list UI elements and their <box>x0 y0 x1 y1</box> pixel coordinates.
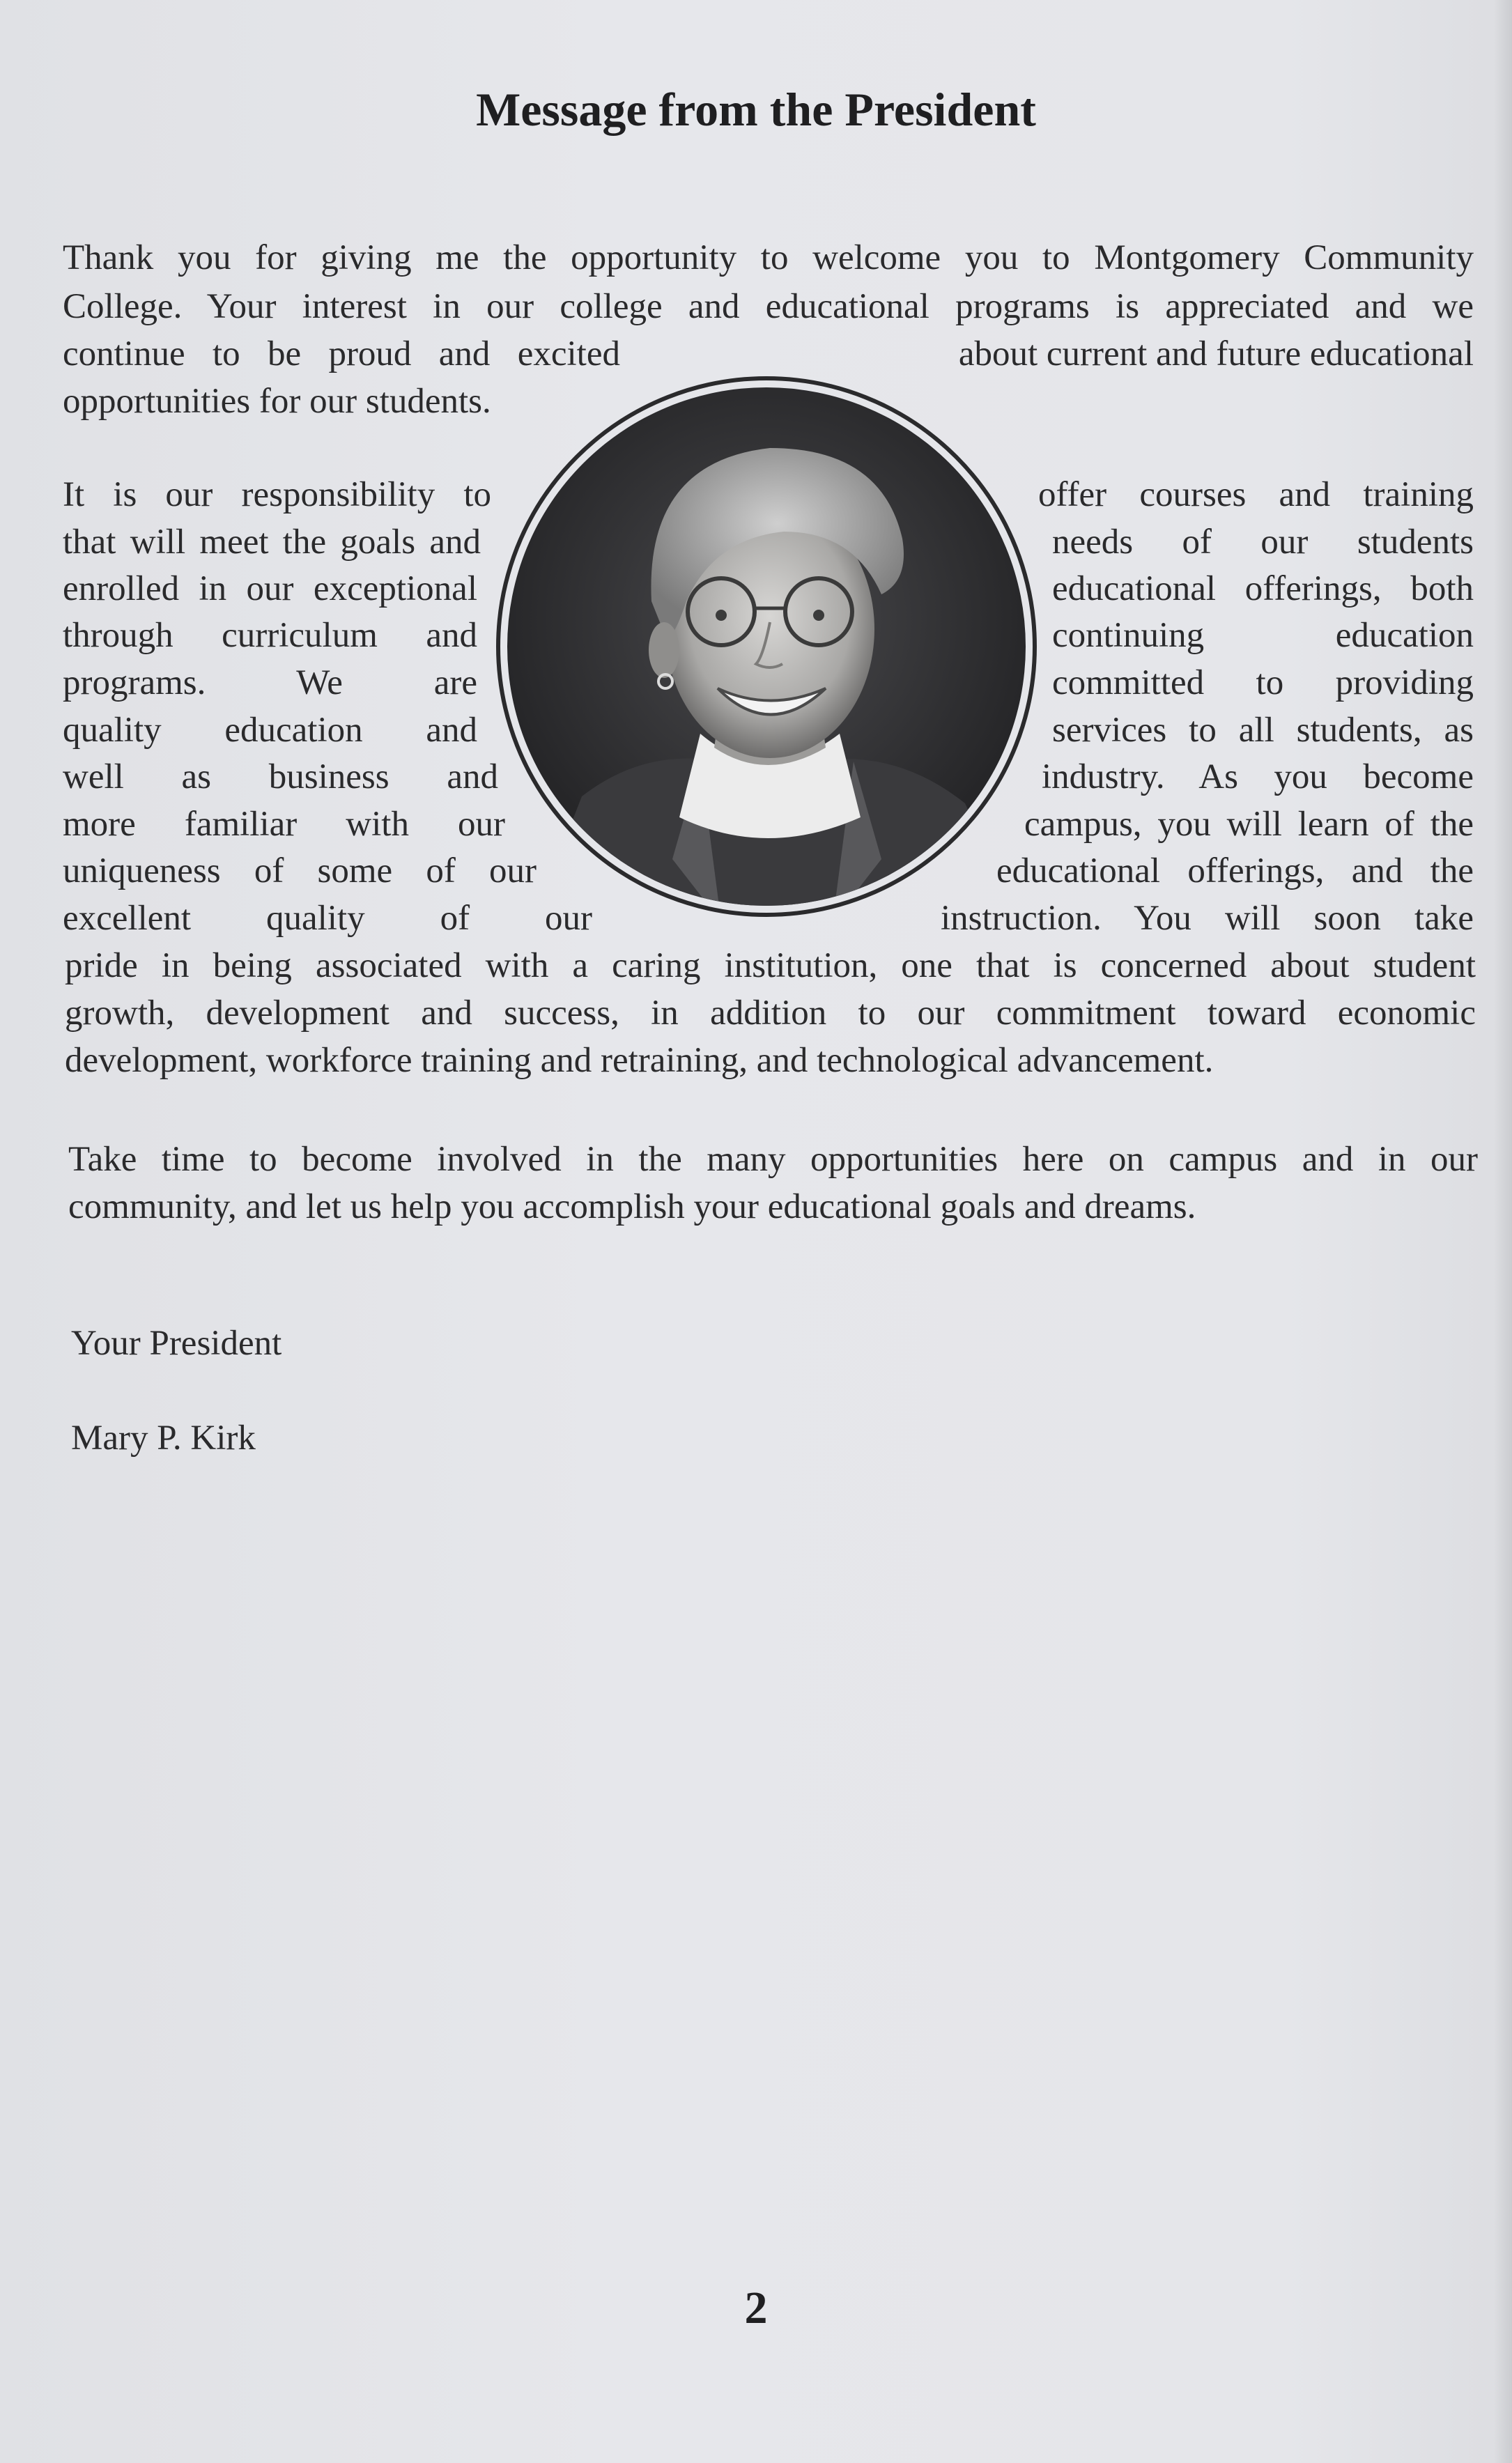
paragraph2-right-line-4: continuing education <box>1052 616 1474 655</box>
page-number: 2 <box>744 2283 768 2333</box>
paragraph2-right-line-10: instruction. You will soon take <box>941 899 1474 938</box>
paragraph1-line-3-left: continue to be proud and excited <box>63 334 620 373</box>
paragraph2-right-line-7: industry. As you become <box>1042 757 1474 796</box>
paragraph1-line-1: Thank you for giving me the opportunity to welcome you to Montgomery Community <box>63 238 1474 277</box>
paragraph2-right-line-2: needs of our students <box>1052 523 1474 562</box>
paragraph3-line-1: Take time to become involved in the many opportunities here on campus and in our <box>68 1140 1478 1179</box>
paragraph2-left-line-8: more familiar with our <box>63 805 505 844</box>
paragraph2-left-line-3: enrolled in our exceptional <box>63 569 477 608</box>
paragraph1-line-4: opportunities for our students. <box>63 382 491 421</box>
page-edge-shadow <box>1494 0 1512 2463</box>
paragraph3-line-2: community, and let us help you accomplish your educational goals and dreams. <box>68 1187 1196 1226</box>
paragraph2-left-line-10: excellent quality of our <box>63 899 592 938</box>
paragraph2-right-line-6: services to all students, as <box>1052 711 1474 750</box>
signature-name: Mary P. Kirk <box>71 1419 256 1458</box>
paragraph2-line-11: pride in being associated with a caring institution, one that is concerned about student <box>65 946 1476 985</box>
paragraph2-left-line-5: programs. We are <box>63 663 477 702</box>
paragraph2-right-line-9: educational offerings, and the <box>996 851 1474 890</box>
paragraph2-left-line-2: that will meet the goals and <box>63 523 481 562</box>
paragraph2-right-line-8: campus, you will learn of the <box>1024 805 1474 844</box>
paragraph1-line-2: College. Your interest in our college and educational programs is appreciated and we <box>63 287 1474 326</box>
paragraph2-left-line-4: through curriculum and <box>63 616 477 655</box>
page-title: Message from the President <box>476 83 1036 136</box>
president-portrait <box>491 371 1042 922</box>
paragraph1-line-3-right: about current and future educational <box>958 334 1474 373</box>
paragraph2-left-line-9: uniqueness of some of our <box>63 851 537 890</box>
paragraph2-right-line-3: educational offerings, both <box>1052 569 1474 608</box>
paragraph2-right-line-1: offer courses and training <box>1038 475 1474 514</box>
paragraph2-left-line-7: well as business and <box>63 757 498 796</box>
closing-text: Your President <box>71 1324 282 1363</box>
paragraph2-line-12: growth, development and success, in addition to our commitment toward economic <box>65 994 1476 1033</box>
paragraph2-line-13: development, workforce training and retraining, and technological advancement. <box>65 1041 1214 1080</box>
paragraph2-left-line-6: quality education and <box>63 711 477 750</box>
paragraph2-left-line-1: It is our responsibility to <box>63 475 491 514</box>
paragraph2-right-line-5: committed to providing <box>1052 663 1474 702</box>
